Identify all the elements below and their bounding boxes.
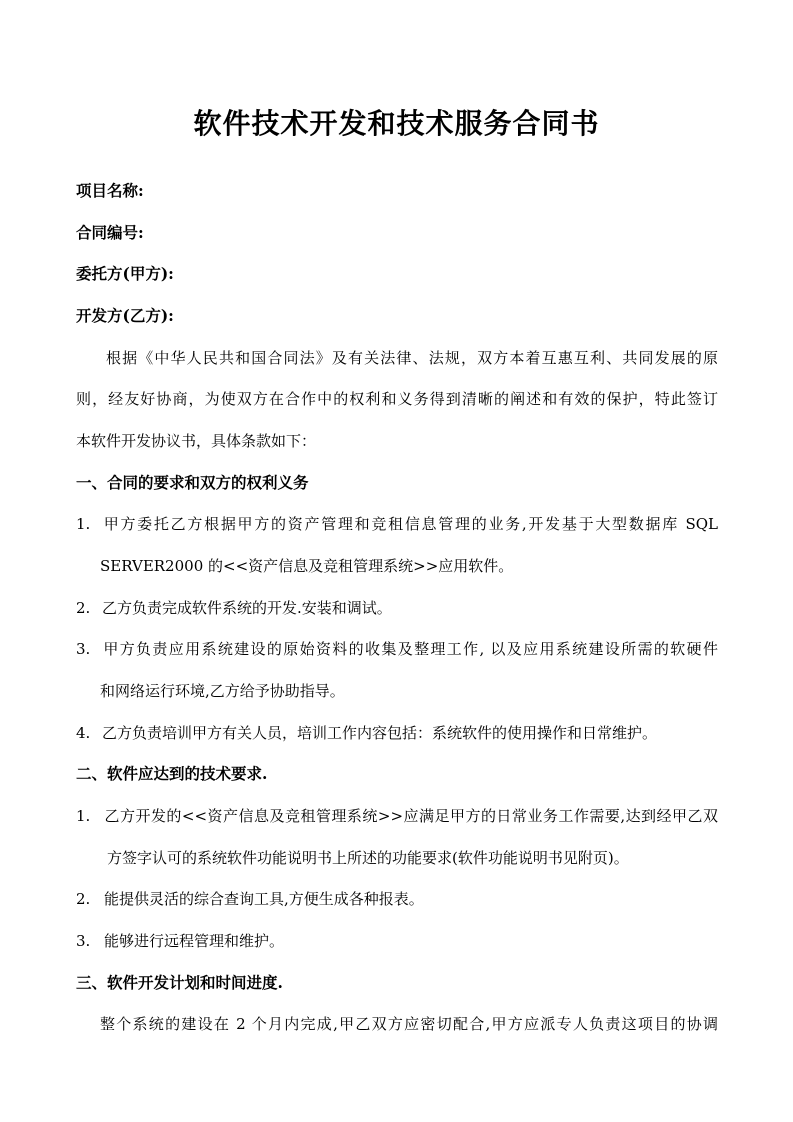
- list-text: 能提供灵活的综合查询工具,方便生成各种报表。: [104, 890, 424, 908]
- list-item: [76, 930, 718, 952]
- list-number: 4.: [76, 724, 91, 742]
- field-contract-no: 合同编号:: [76, 223, 144, 242]
- list-text: 乙方开发的<<资产信息及竞租管理系统>>应满足甲方的日常业务工作需要,达到经甲乙双: [104, 807, 718, 825]
- section-heading: 一、合同的要求和双方的权利义务: [76, 473, 309, 492]
- list-text: 甲方委托乙方根据甲方的资产管理和竞租信息管理的业务,开发基于大型数据库 SQL: [102, 515, 718, 533]
- list-number: 3.: [76, 640, 91, 658]
- list-number: 1.: [76, 515, 91, 533]
- list-text: 能够进行远程管理和维护。: [104, 932, 285, 950]
- body-paragraph: 整个系统的建设在 2 个月内完成,甲乙双方应密切配合,甲方应派专人负责这项目的协调: [100, 1015, 718, 1033]
- list-number: 2.: [76, 890, 91, 908]
- list-item-continuation: 和网络运行环境,乙方给予协助指导。: [100, 682, 345, 700]
- list-text: 甲方负责应用系统建设的原始资料的收集及整理工作, 以及应用系统建设所需的软硬件: [102, 640, 718, 658]
- intro-line: 则，经友好协商，为使双方在合作中的权利和义务得到清晰的阐述和有效的保护，特此签订: [76, 390, 718, 408]
- list-item: [76, 888, 718, 910]
- section-heading: 二、软件应达到的技术要求.: [76, 764, 268, 783]
- document-title: 软件技术开发和技术服务合同书: [193, 107, 600, 140]
- list-item: [76, 513, 718, 535]
- list-number: 1.: [76, 807, 91, 825]
- intro-line: 本软件开发协议书，具体条款如下：: [76, 432, 317, 450]
- intro-line: 根据《中华人民共和国合同法》及有关法律、法规，双方本着互惠互利、共同发展的原: [106, 349, 718, 367]
- field-party-a: 委托方(甲方):: [76, 264, 174, 283]
- list-number: 3.: [76, 932, 91, 950]
- list-item: [76, 638, 718, 660]
- section-heading: 三、软件开发计划和时间进度.: [76, 973, 283, 992]
- list-item: [76, 597, 718, 619]
- list-item: [76, 805, 718, 827]
- list-item-continuation: SERVER2000 的<<资产信息及竞租管理系统>>应用软件。: [100, 557, 514, 575]
- list-text: 乙方负责完成软件系统的开发.安装和调试。: [102, 599, 392, 617]
- list-item: [76, 722, 718, 744]
- field-party-b: 开发方(乙方):: [76, 306, 174, 325]
- list-number: 2.: [76, 599, 91, 617]
- list-text: 乙方负责培训甲方有关人员，培训工作内容包括：系统软件的使用操作和日常维护。: [102, 724, 658, 742]
- list-item-continuation: 方签字认可的系统软件功能说明书上所述的功能要求(软件功能说明书见附页)。: [107, 849, 629, 867]
- field-project-name: 项目名称:: [76, 181, 144, 200]
